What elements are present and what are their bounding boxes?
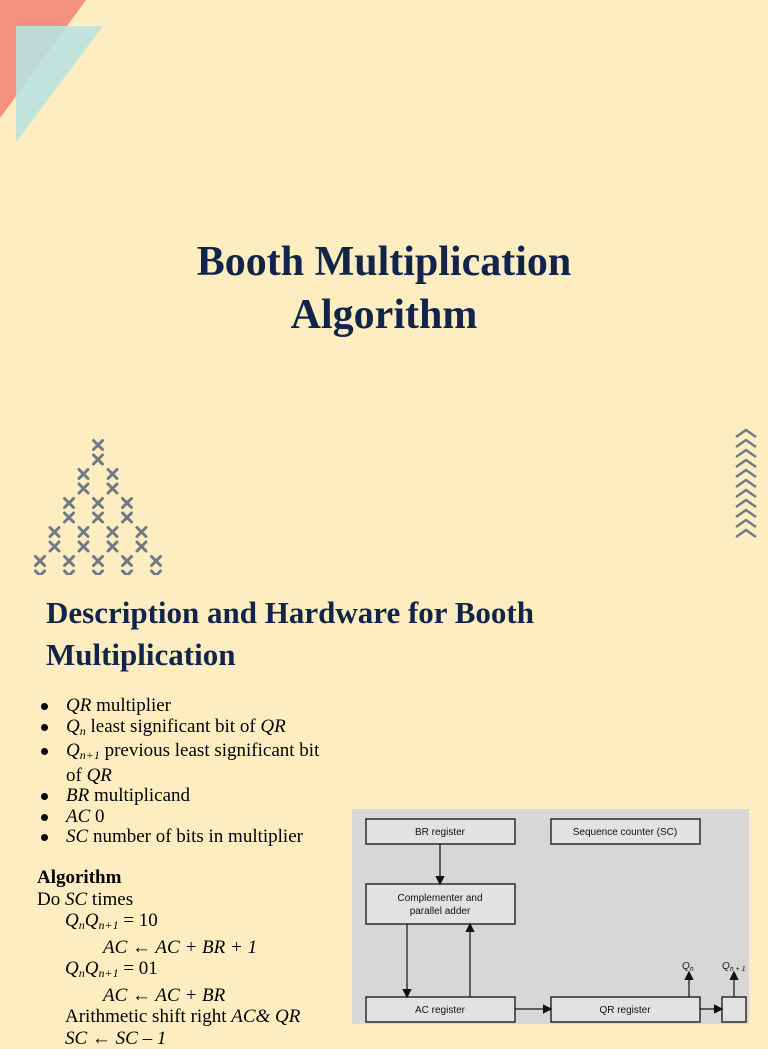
bullet-sc bbox=[38, 827, 358, 848]
bullet-qn bbox=[38, 717, 358, 742]
chevron-mark bbox=[736, 470, 756, 477]
diagram-arrows bbox=[407, 844, 734, 1009]
cross-mark bbox=[123, 513, 132, 522]
slide-title bbox=[0, 236, 768, 342]
cross-mark bbox=[152, 557, 161, 566]
cross-mark bbox=[137, 542, 146, 551]
bullet-dot bbox=[41, 793, 48, 800]
section-heading-line1: Description and Hardware for Booth bbox=[46, 592, 646, 634]
bullet-symbol: SC bbox=[66, 826, 88, 847]
chevron-mark bbox=[736, 510, 756, 517]
algorithm-loop: Do SC times bbox=[37, 889, 357, 911]
cross-mark bbox=[94, 513, 103, 522]
chevron-mark bbox=[736, 440, 756, 447]
cross-mark bbox=[123, 557, 132, 566]
cross-mark bbox=[79, 484, 88, 493]
bullet-br bbox=[38, 786, 358, 807]
chevron-mark bbox=[736, 460, 756, 467]
qn1-flipflop-box bbox=[722, 997, 746, 1022]
bullet-text: multiplicand bbox=[89, 785, 190, 806]
decrement-step: SC ← SC – 1 bbox=[37, 1028, 357, 1049]
cross-mark bbox=[65, 499, 74, 508]
chevron-mark bbox=[736, 520, 756, 527]
cross-mark bbox=[108, 528, 117, 537]
chevron-mark bbox=[736, 480, 756, 487]
qn1-label: $Q_{n + 1}$ bbox=[722, 961, 746, 973]
bullet-qn1 bbox=[38, 741, 358, 786]
bullet-symbol: BR bbox=[66, 785, 89, 806]
chevron-mark bbox=[736, 530, 756, 537]
qn-label: $Q_n$ bbox=[682, 961, 694, 973]
cross-mark bbox=[79, 542, 88, 551]
bullet-text: least significant bit of bbox=[86, 716, 261, 737]
cross-mark bbox=[65, 557, 74, 566]
algorithm-label: Algorithm bbox=[37, 867, 357, 889]
chevron-mark bbox=[736, 450, 756, 457]
svg-text:parallel adder: parallel adder bbox=[410, 906, 471, 917]
cross-mark bbox=[137, 528, 146, 537]
section-heading-line2: Multiplication bbox=[46, 634, 646, 676]
slide-title-line2: Algorithm bbox=[0, 289, 768, 342]
chevron-up-decoration bbox=[732, 422, 760, 542]
cross-mark bbox=[108, 484, 117, 493]
cross-mark bbox=[50, 542, 59, 551]
bullet-symbol: AC bbox=[66, 806, 90, 827]
bullet-ac bbox=[38, 807, 358, 828]
bullet-dot bbox=[41, 814, 48, 821]
bullet-symbol: QR bbox=[66, 695, 91, 716]
cross-mark bbox=[65, 513, 74, 522]
bullet-text: multiplier bbox=[91, 695, 171, 716]
cross-mark bbox=[94, 455, 103, 464]
svg-text:BR register: BR register bbox=[415, 827, 466, 838]
chevron-mark bbox=[736, 430, 756, 437]
cross-mark bbox=[123, 499, 132, 508]
bullet-dot bbox=[41, 724, 48, 731]
hardware-diagram bbox=[352, 809, 749, 1024]
svg-text:Complementer and: Complementer and bbox=[397, 893, 482, 904]
case2-condition: $Q_nQ_{n+1} = 01$ bbox=[37, 958, 357, 985]
cross-mark bbox=[94, 557, 103, 566]
algorithm-block bbox=[37, 867, 357, 1049]
svg-text:QR register: QR register bbox=[599, 1005, 651, 1016]
svg-text:Sequence counter (SC): Sequence counter (SC) bbox=[573, 827, 678, 838]
cross-mark bbox=[94, 499, 103, 508]
br-register-box bbox=[366, 819, 515, 844]
cross-mark bbox=[79, 528, 88, 537]
bullet-dot bbox=[41, 703, 48, 710]
bullet-subscript: n bbox=[80, 724, 86, 738]
bullet-dot bbox=[41, 748, 48, 755]
bullet-symbol-tail: QR bbox=[260, 716, 285, 737]
cross-pattern-decoration bbox=[10, 435, 210, 575]
cross-mark bbox=[94, 441, 103, 450]
definition-list bbox=[38, 696, 358, 848]
slide-title-line1: Booth Multiplication bbox=[0, 236, 768, 289]
bullet-text-line2: of bbox=[66, 765, 87, 786]
bullet-dot bbox=[41, 834, 48, 841]
bullet-symbol-tail: QR bbox=[87, 765, 112, 786]
cross-mark bbox=[108, 542, 117, 551]
cross-mark bbox=[108, 470, 117, 479]
sequence-counter-box bbox=[551, 819, 700, 844]
cross-mark bbox=[50, 528, 59, 537]
case1-operation: AC ← AC + BR + 1 bbox=[37, 937, 357, 959]
shift-step: Arithmetic shift right AC& QR bbox=[37, 1006, 357, 1028]
chevron-mark bbox=[736, 500, 756, 507]
bullet-qr bbox=[38, 696, 358, 717]
bullet-text: 0 bbox=[90, 806, 104, 827]
description-slide bbox=[0, 575, 768, 1024]
chevron-mark bbox=[736, 490, 756, 497]
bullet-symbol: Q bbox=[66, 716, 80, 737]
bullet-text: number of bits in multiplier bbox=[88, 826, 303, 847]
ac-register-box bbox=[366, 997, 515, 1022]
complementer-adder-box bbox=[366, 884, 515, 924]
qr-register-box bbox=[551, 997, 700, 1022]
corner-triangles-decoration bbox=[0, 0, 110, 145]
case2-operation: AC ← AC + BR bbox=[37, 985, 357, 1007]
cross-mark bbox=[79, 470, 88, 479]
bullet-subscript: n+1 bbox=[80, 748, 100, 762]
section-heading bbox=[46, 592, 646, 676]
case1-condition: $Q_nQ_{n+1} = 10$ bbox=[37, 910, 357, 937]
bullet-symbol: Q bbox=[66, 740, 80, 761]
bullet-text: previous least significant bit bbox=[100, 740, 320, 761]
svg-text:AC register: AC register bbox=[415, 1005, 466, 1016]
cross-mark bbox=[36, 557, 45, 566]
